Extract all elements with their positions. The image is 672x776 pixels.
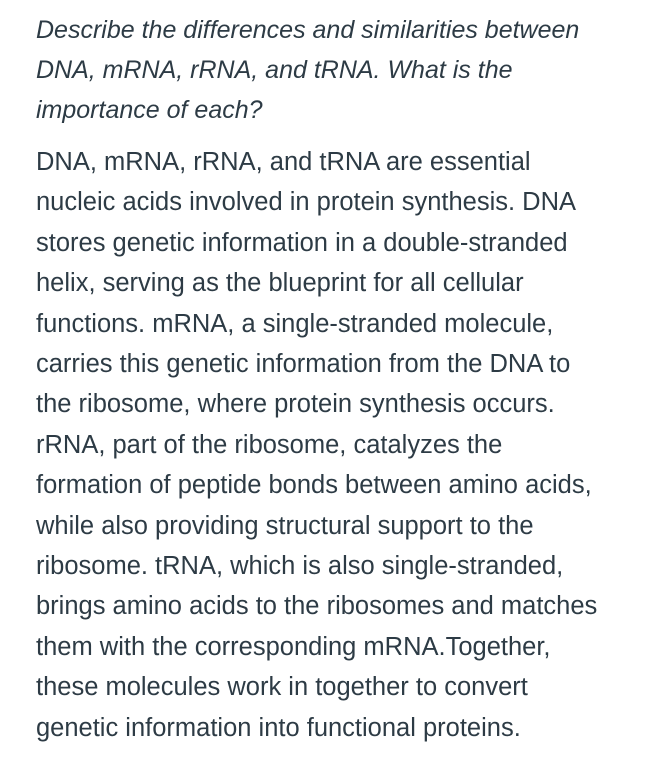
- answer-line: genetic information into functional proteins.: [36, 713, 521, 742]
- answer-line: ribosome. tRNA, which is also single-stranded,: [36, 552, 564, 581]
- document-page: [36, 10, 666, 748]
- question-line: importance of each?: [36, 96, 263, 124]
- answer-line: carries this genetic information from the DNA to: [36, 350, 571, 379]
- answer-line: DNA, mRNA, rRNA, and tRNA are essential: [36, 148, 531, 176]
- answer-line: them with the corresponding mRNA.Together,: [36, 632, 551, 661]
- answer-line: stores genetic information in a double-stranded: [36, 228, 568, 257]
- answer-line: nucleic acids involved in protein synthesis. DNA: [36, 188, 577, 217]
- answer-line: helix, serving as the blueprint for all cellular: [36, 269, 524, 298]
- answer-text: [36, 142, 666, 748]
- answer-line: brings amino acids to the ribosomes and matches: [36, 592, 598, 621]
- question-prompt: [36, 10, 666, 130]
- answer-line: these molecules work in together to convert: [36, 673, 528, 702]
- answer-line: rRNA, part of the ribosome, catalyzes the: [36, 430, 503, 459]
- answer-line: functions. mRNA, a single-stranded molecule,: [36, 309, 554, 338]
- answer-line: while also providing structural support to the: [36, 511, 534, 540]
- question-line: Describe the differences and similarities between: [36, 16, 580, 44]
- answer-line: formation of peptide bonds between amino acids,: [36, 471, 592, 500]
- answer-line: the ribosome, where protein synthesis occurs.: [36, 390, 555, 419]
- question-line: DNA, mRNA, rRNA, and tRNA. What is the: [36, 56, 513, 84]
